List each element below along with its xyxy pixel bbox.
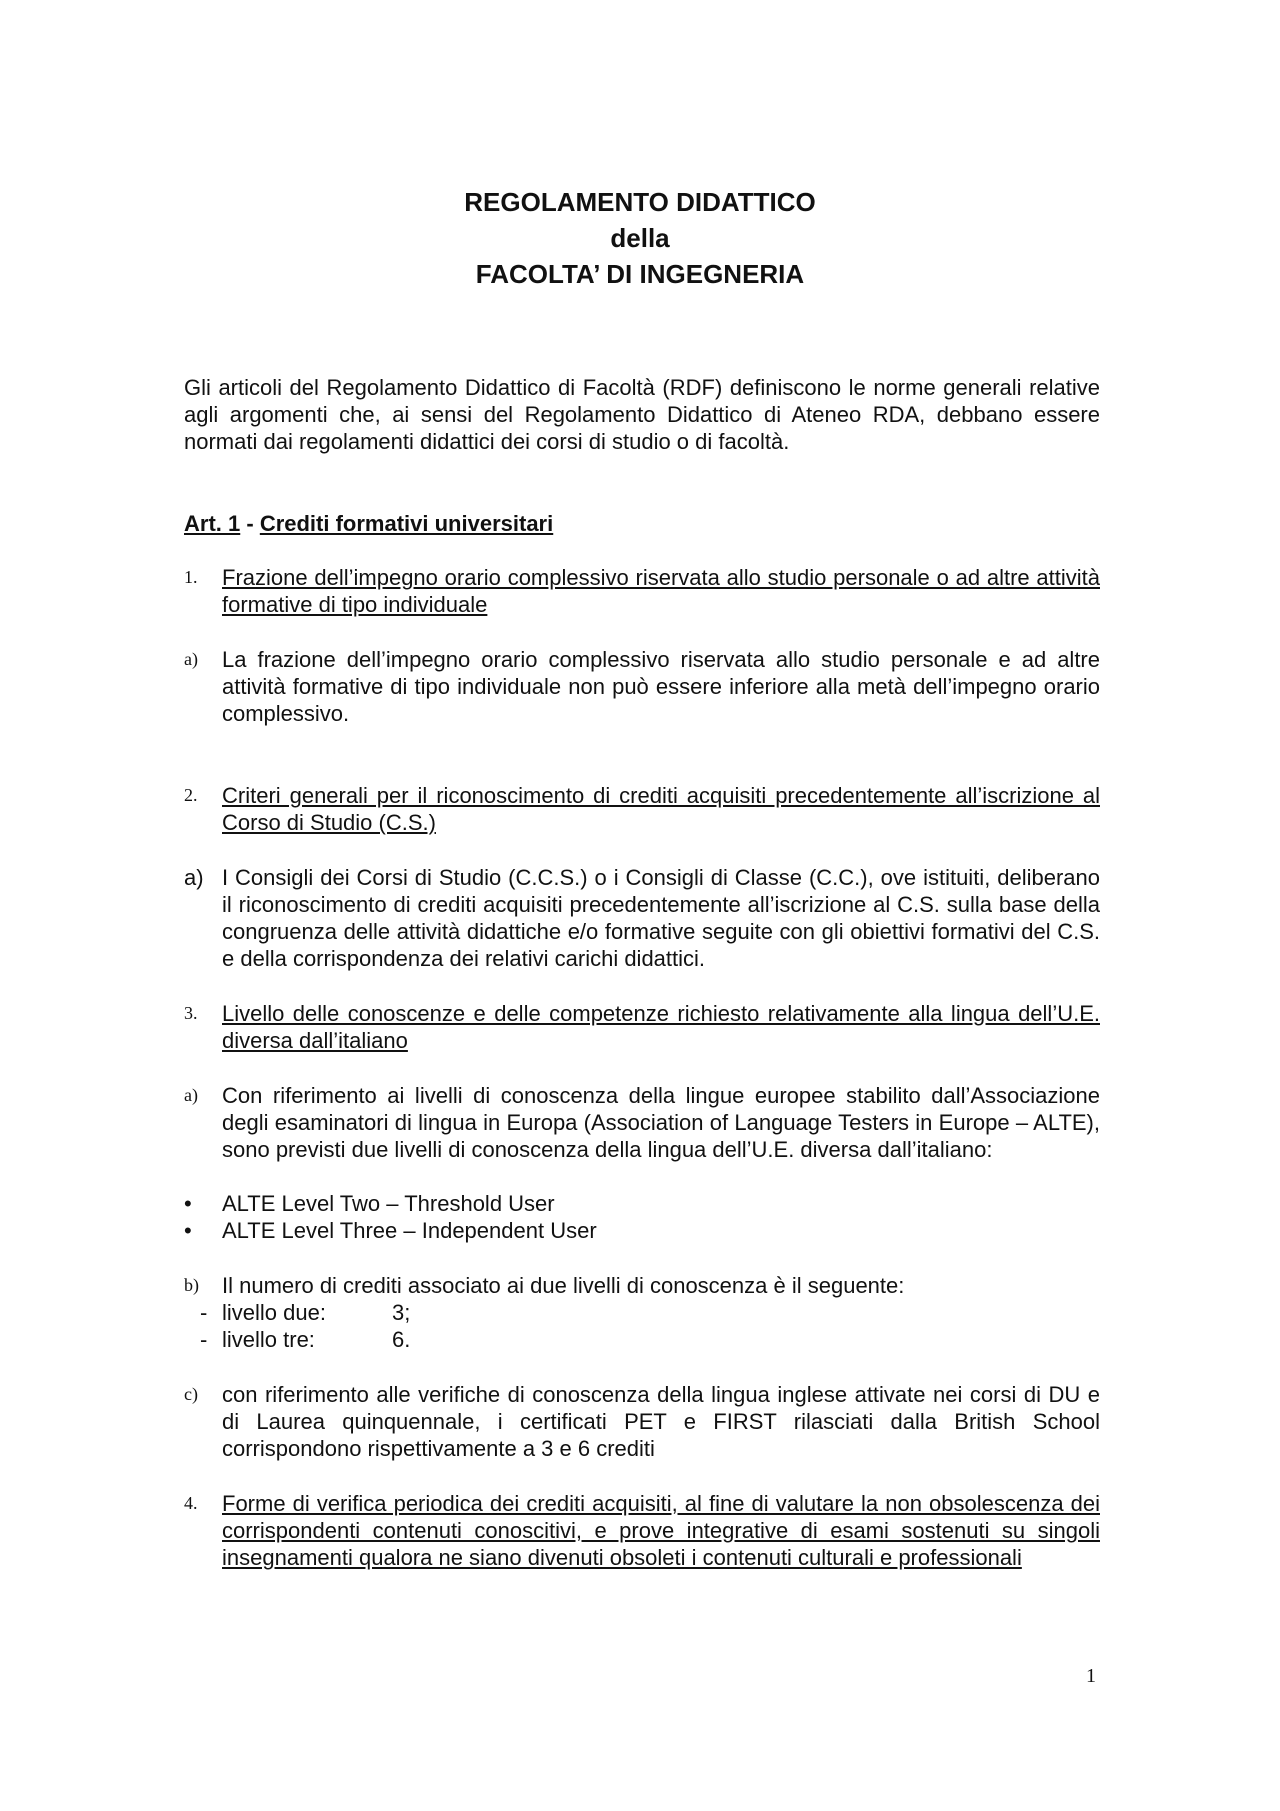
item-text: con riferimento alle verifiche di conoscenza della lingua inglese attivate nei corsi di DU e di Laurea quinquennale, i certificati PET e FIRST rilasciati dalla British School corrispondono rispettivamente a 3 e 6 crediti (222, 1382, 1100, 1461)
article-title: Crediti formativi universitari (259, 511, 554, 536)
level-bullet (184, 1190, 555, 1217)
section-3-item-c (184, 1381, 1100, 1462)
bullet-dot: • (184, 1191, 192, 1216)
item-mark: c) (184, 1384, 198, 1404)
level-bullet (184, 1217, 597, 1244)
section-number: 1. (184, 567, 198, 587)
section-number: 2. (184, 785, 198, 805)
item-mark: a) (184, 1085, 198, 1105)
section-heading-text: Livello delle conoscenze e delle competenze richiesto relativamente alla lingua dell’U.E. diversa dall’italiano (222, 1001, 1100, 1053)
section-3-item-a (184, 1082, 1100, 1163)
section-2-item-a (184, 864, 1100, 972)
article-number: Art. 1 (184, 511, 241, 536)
bullet-text: ALTE Level Three – Independent User (222, 1218, 597, 1243)
section-1-heading (184, 564, 1100, 618)
level-value: 6. (392, 1327, 411, 1352)
dash: - (200, 1327, 208, 1352)
title-line-3: FACOLTA’ DI INGEGNERIA (475, 259, 805, 289)
item-text: I Consigli dei Corsi di Studio (C.C.S.) o i Consigli di Classe (C.C.), ove istituiti, deliberano il riconoscimento di crediti acquisiti precedentemente all’iscrizione al C.S. sulla base della congruenza delle attività didattiche e/o formative seguite con gli obiettivi formativi del C.S. e della corrispondenza dei relativi carichi didattici. (222, 865, 1100, 971)
bullet-text: ALTE Level Two – Threshold User (222, 1191, 555, 1216)
section-3-item-b (184, 1272, 1100, 1299)
level-row (200, 1299, 410, 1326)
section-4-heading (184, 1490, 1100, 1571)
section-heading-text: Forme di verifica periodica dei crediti acquisiti, al fine di valutare la non obsolescenza dei corrispondenti contenuti conoscitivi, e prove integrative di esami sostenuti su singoli insegnamenti qualora ne siano divenuti obsoleti i contenuti culturali e professionali (222, 1491, 1100, 1570)
item-mark: b) (184, 1275, 199, 1295)
bullet-dot: • (184, 1218, 192, 1243)
level-label: livello due: (222, 1300, 326, 1325)
section-heading-text: Frazione dell’impegno orario complessivo riservata allo studio personale o ad altre attività formative di tipo individuale (222, 565, 1100, 617)
title-line-2: della (610, 223, 670, 253)
section-number: 4. (184, 1493, 198, 1513)
item-mark: a) (184, 649, 198, 669)
article-separator: - (240, 511, 260, 536)
document-title (0, 184, 1280, 292)
dash: - (200, 1300, 208, 1325)
level-value: 3; (392, 1300, 411, 1325)
item-mark: a) (184, 865, 204, 890)
item-text: Il numero di crediti associato ai due livelli di conoscenza è il seguente: (222, 1273, 905, 1298)
item-text: Con riferimento ai livelli di conoscenza della lingue europee stabilito dall’Associazione degli esaminatori di lingua in Europa (Association of Language Testers in Europe – ALTE), sono previsti due livelli di conoscenza della lingua dell’U.E. diversa dall’italiano: (222, 1083, 1100, 1162)
intro-paragraph: Gli articoli del Regolamento Didattico di Facoltà (RDF) definiscono le norme generali relative agli argomenti che, ai sensi del Regolamento Didattico di Ateneo RDA, debbano essere normati dai regolamenti didattici dei corsi di studio o di facoltà. (184, 375, 1100, 454)
section-3-heading (184, 1000, 1100, 1054)
title-line-1: REGOLAMENTO DIDATTICO (464, 187, 816, 217)
section-1-item-a (184, 646, 1100, 727)
level-row (200, 1326, 410, 1353)
page-number: 1 (1086, 1665, 1096, 1687)
section-heading-text: Criteri generali per il riconoscimento di crediti acquisiti precedentemente all’iscrizione al Corso di Studio (C.S.) (222, 783, 1100, 835)
section-number: 3. (184, 1003, 198, 1023)
item-text: La frazione dell’impegno orario complessivo riservata allo studio personale e ad altre attività formative di tipo individuale non può essere inferiore alla metà dell’impegno orario complessivo. (222, 647, 1100, 726)
level-label: livello tre: (222, 1327, 315, 1352)
section-2-heading (184, 782, 1100, 836)
article-heading (184, 510, 553, 537)
